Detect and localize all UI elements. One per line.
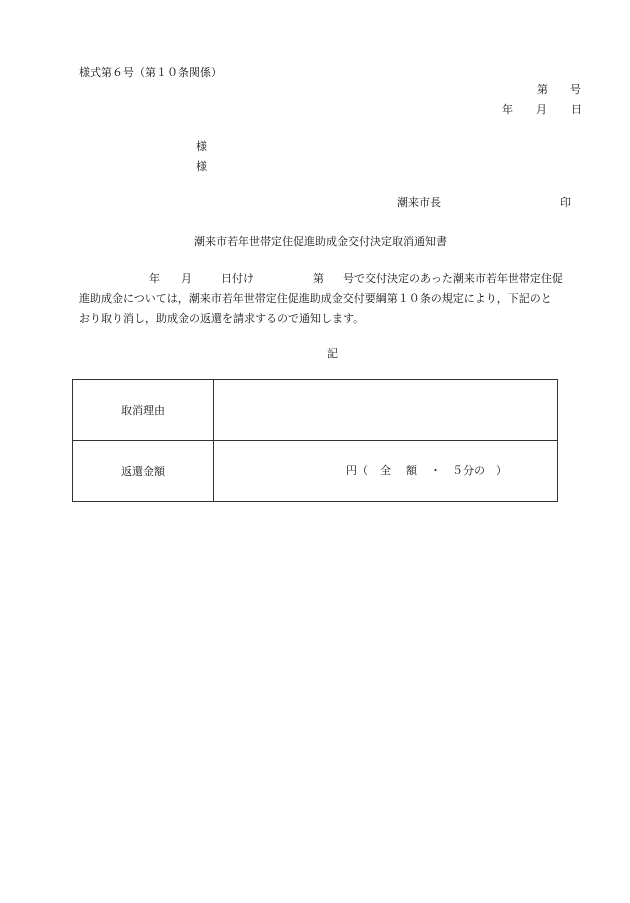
issue-date-month: 月 (536, 103, 547, 116)
body-line-2 (79, 289, 584, 309)
document-number-go: 号 (570, 83, 581, 96)
amount-zen: 全 (380, 464, 391, 477)
issue-date-day: 日 (571, 103, 582, 116)
body-dai: 第 (313, 272, 324, 285)
amount-fraction: ５分の (452, 464, 485, 477)
body-month: 月 (181, 272, 192, 285)
seal-mark: 印 (560, 196, 571, 209)
amount-dot: ・ (430, 464, 441, 477)
body-line-1-rest: 号で交付決定のあった潮来市若年世帯定住促 (343, 272, 563, 285)
addressee-line-2: 様 (196, 160, 207, 173)
form-number-label: 様式第６号（第１０条関係） (79, 66, 222, 79)
detail-table (72, 379, 558, 502)
table-row (73, 441, 558, 502)
issuer-name: 潮来市長 (397, 196, 441, 209)
addressee-line-1: 様 (196, 140, 207, 153)
body-year: 年 (149, 272, 160, 285)
body-line-3 (79, 309, 584, 329)
table-row (73, 380, 558, 441)
notice-body (79, 269, 584, 329)
document-title: 潮来市若年世帯定住促進助成金交付決定取消通知書 (194, 235, 447, 248)
body-line-2-text: 進助成金については，潮来市若年世帯定住促進助成金交付要綱第１０条の規定により，下記のと (79, 292, 552, 305)
refund-amount-parts (214, 464, 557, 478)
body-day-dated: 日付け (221, 272, 254, 285)
amount-gaku: 額 (406, 464, 417, 477)
body-line-1 (79, 269, 584, 289)
document-number-dai: 第 (537, 83, 548, 96)
issue-date-year: 年 (502, 103, 513, 116)
amount-yen: 円（ (346, 464, 368, 477)
refund-amount-value (214, 441, 558, 502)
amount-close: ） (496, 464, 507, 477)
body-line-3-text: おり取り消し，助成金の返還を請求するので通知します。 (79, 312, 365, 325)
refund-amount-label: 返還金額 (73, 441, 214, 502)
cancel-reason-value (214, 380, 558, 441)
ki-heading: 記 (327, 347, 338, 360)
cancel-reason-label: 取消理由 (73, 380, 214, 441)
